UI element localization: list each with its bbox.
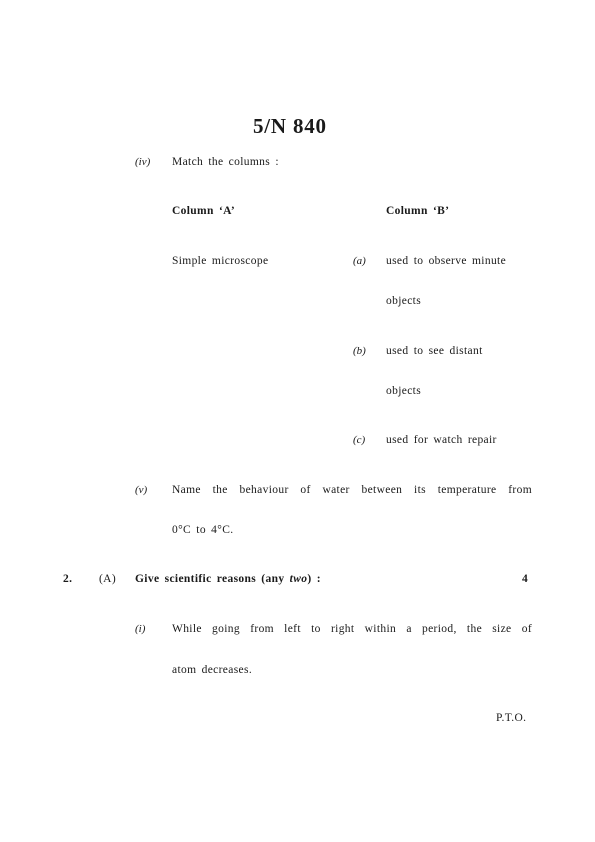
option-c-label: (c): [353, 434, 366, 446]
instruction-post: ) :: [307, 573, 321, 585]
instruction-emphasis: two: [289, 573, 308, 585]
column-a-item: Simple microscope: [172, 255, 269, 267]
sub-question-i-label: (i): [135, 623, 146, 635]
question-iv-label: (iv): [135, 156, 151, 168]
sub-question-i-line2: atom decreases.: [172, 664, 253, 676]
pto-footer: P.T.O.: [496, 712, 527, 724]
question-v-label: (v): [135, 484, 148, 496]
column-b-header: Column ‘B’: [386, 205, 450, 217]
question-2-instruction: [135, 574, 321, 586]
question-v-line2: 0°C to 4°C.: [172, 524, 234, 536]
option-a-line2: objects: [386, 295, 422, 307]
column-a-header: Column ‘A’: [172, 205, 236, 217]
instruction-pre: Give scientific reasons (any: [135, 573, 290, 585]
option-c-line1: used for watch repair: [386, 434, 497, 446]
page-code-title: 5/N 840: [253, 114, 327, 138]
question-2-number: 2.: [63, 573, 73, 585]
question-iv-prompt: Match the columns :: [172, 156, 279, 168]
option-b-label: (b): [353, 345, 366, 357]
question-v-line1: Name the behaviour of water between its temperature from: [172, 484, 532, 496]
question-2-part-a: (A): [99, 573, 117, 585]
question-2-marks: 4: [522, 573, 529, 585]
option-b-line1: used to see distant: [386, 345, 483, 357]
option-b-line2: objects: [386, 385, 422, 397]
option-a-label: (a): [353, 255, 366, 267]
sub-question-i-line1: While going from left to right within a period, the size of: [172, 623, 532, 635]
option-a-line1: used to observe minute: [386, 255, 507, 267]
